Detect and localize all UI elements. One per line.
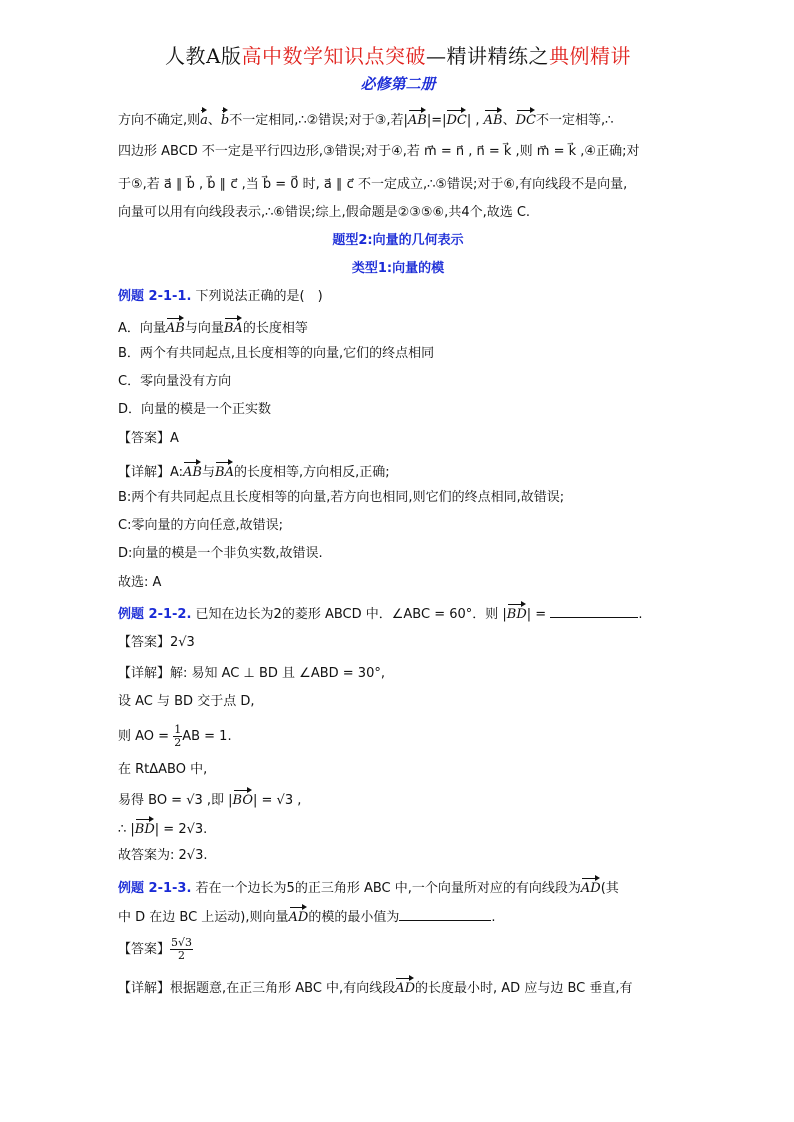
- intro-line-4: 向量可以用有向线段表示,∴⑥错误;综上,假命题是②③⑤⑥,共4个,故选 C.: [118, 205, 531, 220]
- detail-d: D:向量的模是一个非负实数,故错误.: [118, 546, 323, 561]
- example-2-detail-2: 设 AC 与 BD 交于点 D,: [118, 694, 255, 709]
- denominator: 2: [178, 949, 186, 962]
- vector-BD: BD: [135, 818, 155, 839]
- vector-BD: BD: [507, 603, 527, 624]
- title-middle: —精讲精练之: [425, 44, 549, 68]
- text: 已知在边长为2的菱形 ABCD 中．∠ABC = 60°．则 |: [195, 607, 507, 622]
- vector-AB: AB: [166, 317, 185, 338]
- vector-BO: BO: [233, 789, 253, 810]
- example-label: 例题 2-1-1.: [118, 289, 192, 304]
- text: 【答案】: [118, 942, 171, 957]
- text: 【详解】根据题意,在正三角形 ABC 中,有向线段: [118, 981, 396, 996]
- page-title: [118, 40, 678, 69]
- text: 的长度相等: [242, 321, 308, 336]
- example-2-final: 故答案为: 2√3.: [118, 848, 208, 863]
- text: 中 D 在边 BC 上运动),则向量: [118, 910, 289, 925]
- example-1-question: [118, 288, 678, 306]
- answer-blank[interactable]: [550, 605, 638, 618]
- answer-blank[interactable]: [399, 908, 491, 921]
- fraction-half: [173, 724, 182, 749]
- text: | = √3 ,: [253, 793, 302, 808]
- text: 与向量: [184, 321, 224, 336]
- vector-AD: AD: [395, 977, 415, 998]
- vector-AB: AB: [183, 461, 202, 482]
- example-3-question-2: 中 D 在边 BC 上运动),则向量AD的模的最小值为 .: [118, 906, 678, 927]
- title-prefix: 人教A版: [165, 44, 242, 68]
- text: 方向不确定,则: [118, 113, 201, 128]
- vector-BA: BA: [215, 461, 234, 482]
- text: 不一定相同,∴②错误;对于③,若: [229, 113, 404, 128]
- option-a: [118, 317, 678, 338]
- intro-line-2: 四边形 ABCD 不一定是平行四边形,③错误;对于④,若 m⃗ = n⃗ , n⃗ = k⃗ ,则 m⃗ = k⃗ ,④正确;对: [118, 144, 640, 159]
- text: A．向量: [118, 321, 166, 336]
- vector-DC: DC: [516, 109, 536, 130]
- question-text: 下列说法正确的是( ): [195, 289, 323, 304]
- vector-AD: AD: [581, 877, 601, 898]
- vector-AB: AB: [484, 109, 503, 130]
- denominator: 2: [174, 736, 182, 749]
- fraction-answer: [170, 937, 193, 962]
- vector-AD: AD: [289, 906, 309, 927]
- title-highlight-2: 典例精讲: [548, 44, 631, 68]
- vector-BA: BA: [224, 317, 243, 338]
- page-subtitle: 必修第二册: [360, 75, 436, 93]
- text: | = 2√3.: [154, 822, 208, 837]
- text: 的长度最小时, AD 应与边 BC 垂直,有: [415, 981, 633, 996]
- example-2-question: 例题 2-1-2. 已知在边长为2的菱形 ABCD 中．∠ABC = 60°．则 |BD| = .: [118, 603, 678, 624]
- text: 的模的最小值为: [308, 910, 400, 925]
- option-d: D．向量的模是一个正实数: [118, 402, 272, 417]
- intro-line-1: 方向不确定,则a、b不一定相同,∴②错误;对于③,若|AB|=|DC| , AB、DC不一定相等,∴: [118, 109, 678, 130]
- text: (其: [600, 881, 619, 896]
- option-c: C．零向量没有方向: [118, 374, 232, 389]
- text: 与: [202, 465, 216, 480]
- vector-a: a: [200, 109, 208, 130]
- option-b: B．两个有共同起点,且长度相等的向量,它们的终点相同: [118, 346, 435, 361]
- example-1-choice: 故选: A: [118, 575, 162, 590]
- example-3-question-1: [118, 877, 678, 898]
- vector-AB: AB: [408, 109, 427, 130]
- intro-line-3: 于⑤,若 a⃗ ∥ b⃗ , b⃗ ∥ c⃗ ,当 b⃗ = 0⃗ 时, a⃗ ∥ c⃗ 不一定成立,∴⑤错误;对于⑥,有向线段不是向量,: [118, 177, 628, 192]
- vector-DC: DC: [446, 109, 466, 130]
- example-2-detail-1: 【详解】解: 易知 AC ⊥ BD 且 ∠ABD = 30°,: [118, 666, 385, 681]
- example-3-answer: [118, 937, 678, 963]
- text: | =: [526, 607, 547, 622]
- text: 则 AO =: [118, 729, 170, 744]
- example-label: 例题 2-1-2.: [118, 607, 192, 622]
- detail-b: B:两个有共同起点且长度相等的向量,若方向也相同,则它们的终点相同,故错误;: [118, 490, 565, 505]
- section-heading: 题型2:向量的几何表示: [332, 233, 464, 248]
- example-2-detail-3: [118, 724, 678, 749]
- example-2-detail-6: [118, 818, 678, 839]
- vector-b: b: [221, 109, 229, 130]
- text: ∴ |: [118, 822, 135, 837]
- example-label: 例题 2-1-3.: [118, 881, 192, 896]
- text: AB = 1.: [182, 729, 232, 744]
- title-highlight-1: 高中数学知识点突破: [241, 44, 426, 68]
- example-2-detail-5: [118, 789, 678, 810]
- example-2-answer: 【答案】2√3: [118, 635, 195, 650]
- text: 易得 BO = √3 ,即 |: [118, 793, 233, 808]
- text: 的长度相等,方向相反,正确;: [233, 465, 390, 480]
- text: 不一定相等,∴: [535, 113, 614, 128]
- numerator: 1: [174, 723, 182, 736]
- numerator: 5√3: [171, 936, 193, 949]
- detail-c: C:零向量的方向任意,故错误;: [118, 518, 283, 533]
- example-1-answer: 【答案】A: [118, 431, 179, 446]
- example-2-detail-4: 在 RtΔABO 中,: [118, 762, 208, 777]
- example-3-detail: [118, 977, 678, 998]
- detail-a: [118, 461, 678, 482]
- text: 若在一个边长为5的正三角形 ABC 中,一个向量所对应的有向线段为: [195, 881, 581, 896]
- text: 【详解】A:: [118, 465, 184, 480]
- section-subheading: 类型1:向量的模: [351, 261, 445, 276]
